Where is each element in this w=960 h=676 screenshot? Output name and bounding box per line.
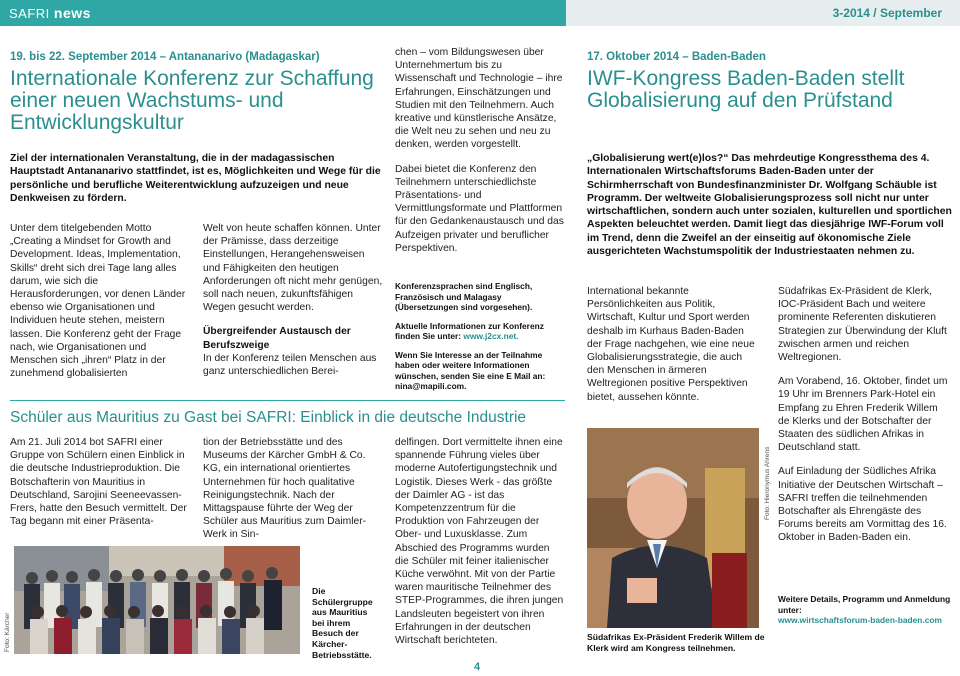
article3-kicker: 17. Oktober 2014 – Baden-Baden	[587, 51, 766, 63]
article1-kicker: 19. bis 22. September 2014 – Antananarivo (Madagaskar)	[10, 51, 320, 63]
article1-info-languages: Konferenzsprachen sind Englisch, Französisch und Malagasy (Übersetzungen sind vorgesehen).	[395, 281, 533, 312]
article3-lead: „Globalisierung wert(e)los?“ Das mehrdeutige Kongressthema des 4. Internationalen Wirtschaftsforums Baden-Baden unter der Schirmherrschaft von Bundesfinanzminister Dr. Wolfgang Schäuble ist Programm. Der weltweite Globalisierungsprozess soll nicht nur unter wirtschaftlichen, sondern auch unter sozialen, kulturellen und sportlichen Aspekten beleuchtet werden. Damit liegt das diesjährige IWF-Forum voll im Trend, denn die Zweifel an der einseitig auf ökonomische Ziele ausgerichteten Wachstumspolitik der Industriestaaten nehmen zu.	[587, 153, 952, 258]
page-number: 4	[474, 661, 481, 673]
header-bar	[0, 0, 566, 26]
article1-col2-text: Welt von heute schaffen können. Unter der Prämisse, dass derzeitige Einstellungen, Herangehensweisen und Fähigkeiten den heutigen Anforderungen oft nicht mehr genügen, soll nach neuen, zukunftsfähigen Wegen gesucht werden.	[203, 223, 383, 314]
article1-col3a-text: chen – vom Bildungswesen über Unternehmertum bis zu Wissenschaft und Technologie – ihre Erfahrungen, Einschätzungen und Studien mit den Teilnehmern. Auch kreative und künstlerische Ansätze, die Welt neu zu sehen und neu zu denken, werden vorgestellt.	[395, 47, 563, 151]
article1-title: Internationale Konferenz zur Schaffung einer neuen Wachstums- und Entwicklungskultur	[10, 67, 374, 134]
article2-title: Schüler aus Mauritius zu Gast bei SAFRI: Einblick in die deutsche Industrie	[10, 409, 527, 426]
article3-col2b-text: Am Vorabend, 16. Oktober, findet um 19 Uhr im Brenners Park-Hotel ein Empfang zu Ehren Frederik Willem de Klerks und der Botschafter der Staaten des südlichen Afrikas in Deutschland statt.	[778, 376, 948, 454]
article3-col2	[778, 285, 950, 545]
de-klerk-photo-credit: Foto: Hieronymus Ahrens	[764, 446, 771, 520]
article1-subhead: Übergreifender Austausch der Berufszweige	[203, 326, 351, 351]
article1-info-web: Aktuelle Informationen zur Konferenz finden Sie unter: www.j2cx.net.	[395, 320, 544, 341]
students-group-photo	[14, 546, 300, 654]
header-issue-bar	[566, 0, 960, 26]
brand-logo: SAFRI news	[9, 5, 91, 21]
forum-link[interactable]: www.wirtschaftsforum-baden-baden.com	[778, 615, 942, 625]
article3-info-label: Weitere Details, Programm und Anmeldung unter:	[778, 594, 951, 615]
students-photo-credit: Foto: Kärcher	[4, 612, 11, 652]
article3-col2c-text: Auf Einladung der Südliches Afrika Initiative der Deutschen Wirtschaft – SAFRI treffen die teilnehmenden Botschafter als Ehrengäste des Forums bereits am Vormittag des 16. Oktober in Baden-Baden ein.	[778, 466, 947, 544]
article3-col2a-text: Südafrikas Ex-Präsident de Klerk, IOC-Präsident Bach und weitere prominente Referenten diskutieren Strategien zur Überwindung der Kluft zwischen armen und reichen Weltregionen.	[778, 286, 947, 364]
de-klerk-photo	[587, 428, 759, 628]
issue-label: 3-2014 / September	[832, 6, 942, 20]
article1-col2	[203, 222, 383, 378]
article1-info-email: Wenn Sie Interesse an der Teilnahme haben oder weitere Informationen wünschen, senden Sie eine E Mail an: nina@mapili.com.	[395, 349, 546, 391]
article1-info-box	[395, 281, 565, 392]
article3-col1: International bekannte Persönlichkeiten aus Politik, Wirtschaft, Kultur und Sport werden deshalb im Kurhaus Baden-Baden der Frage nachgehen, wie eine neue Globalisierungsstrategie, die auch den Menschen in ärmeren Weltregionen positive Perspektiven bietet, aussehen könnte.	[587, 286, 755, 403]
article1-lead: Ziel der internationalen Veranstaltung, die in der madagassischen Hauptstadt Antananarivo stattfindet, ist es, Möglichkeiten und Wege für die persönliche und berufliche Weiterentwicklung aufzuzeigen und neue Denkweisen zu fördern.	[10, 153, 381, 204]
article1-col3b-text: Dabei bietet die Konferenz den Teilnehmern unterschiedlichste Präsentations- und Vermittlungsformate und Plattformen für den Gedankenaustausch und das Aufzeigen privater und beruflicher Perspektiven.	[395, 163, 564, 254]
article3-info-box	[778, 594, 958, 626]
article1-col1: Unter dem titelgebenden Motto „Creating a Mindset for Growth and Development. Ideas, Implementation, Skills“ dreht sich drei Tage lang alles darum, wie sich die Herausforderungen, vor denen Länder ebenso wie Organisationen und Individuen heute stehen, meistern lassen. Die Konferenz geht der Frage nach, wie Organisationen und Menschen sich „ihren“ Platz in der zunehmend globalisierten	[10, 223, 186, 380]
article2-col2: tion der Betriebsstätte und des Museums der Kärcher GmbH & Co. KG, ein international orientiertes Unternehmen für hoch qualitative Reinigungstechnik. Nach der Mittagspause führte der Weg der Schüler aus Mauritius zum Daimler-Werk in Sin-	[203, 437, 367, 541]
students-photo-caption: Die Schülergruppe aus Mauritius bei ihrem Besuch der Kärcher-Betriebsstätte.	[312, 586, 373, 660]
conference-link[interactable]: www.j2cx.net.	[463, 331, 519, 341]
de-klerk-photo-illustration	[587, 428, 759, 628]
students-photo-illustration	[14, 546, 300, 654]
article1-col2b-text: In der Konferenz teilen Menschen aus ganz unterschiedlichen Berei-	[203, 352, 377, 378]
article3-title: IWF-Kongress Baden-Baden stellt Globalisierung auf den Prüfstand	[587, 67, 905, 112]
article1-col3	[395, 46, 565, 266]
article2-col1: Am 21. Juli 2014 bot SAFRI einer Gruppe von Schülern einen Einblick in die deutsche Industrieproduktion. Die Botschafterin von Mauritius in Deutschland, Sarojini Seeneevassen-Frers, hatte den Besuch vermittelt. Der Tag begann mit einer Präsenta-	[10, 437, 187, 528]
de-klerk-photo-caption: Südafrikas Ex-Präsident Frederik Willem de Klerk wird am Kongress teilnehmen.	[587, 632, 765, 653]
article2-col3: delfingen. Dort vermittelte ihnen eine spannende Führung vieles über moderne Autofertigungstechnik und Logistik. Dieses Werk - das größte der Daimler AG - ist das Kompetenzzentrum für die Produktion von Fahrzeugen der Ober- und Luxusklasse. Zum Abschied des Programms wurden die Schüler mit feiner italienischer Küche verwöhnt. Mit von der Partie waren mauritische Teilnehmer des STEP-Programmes, die ihren jungen Landsleuten begeistert von ihren Erfahrungen in der deutschen Wirtschaft berichteten.	[395, 437, 564, 647]
article2-divider	[10, 400, 565, 401]
